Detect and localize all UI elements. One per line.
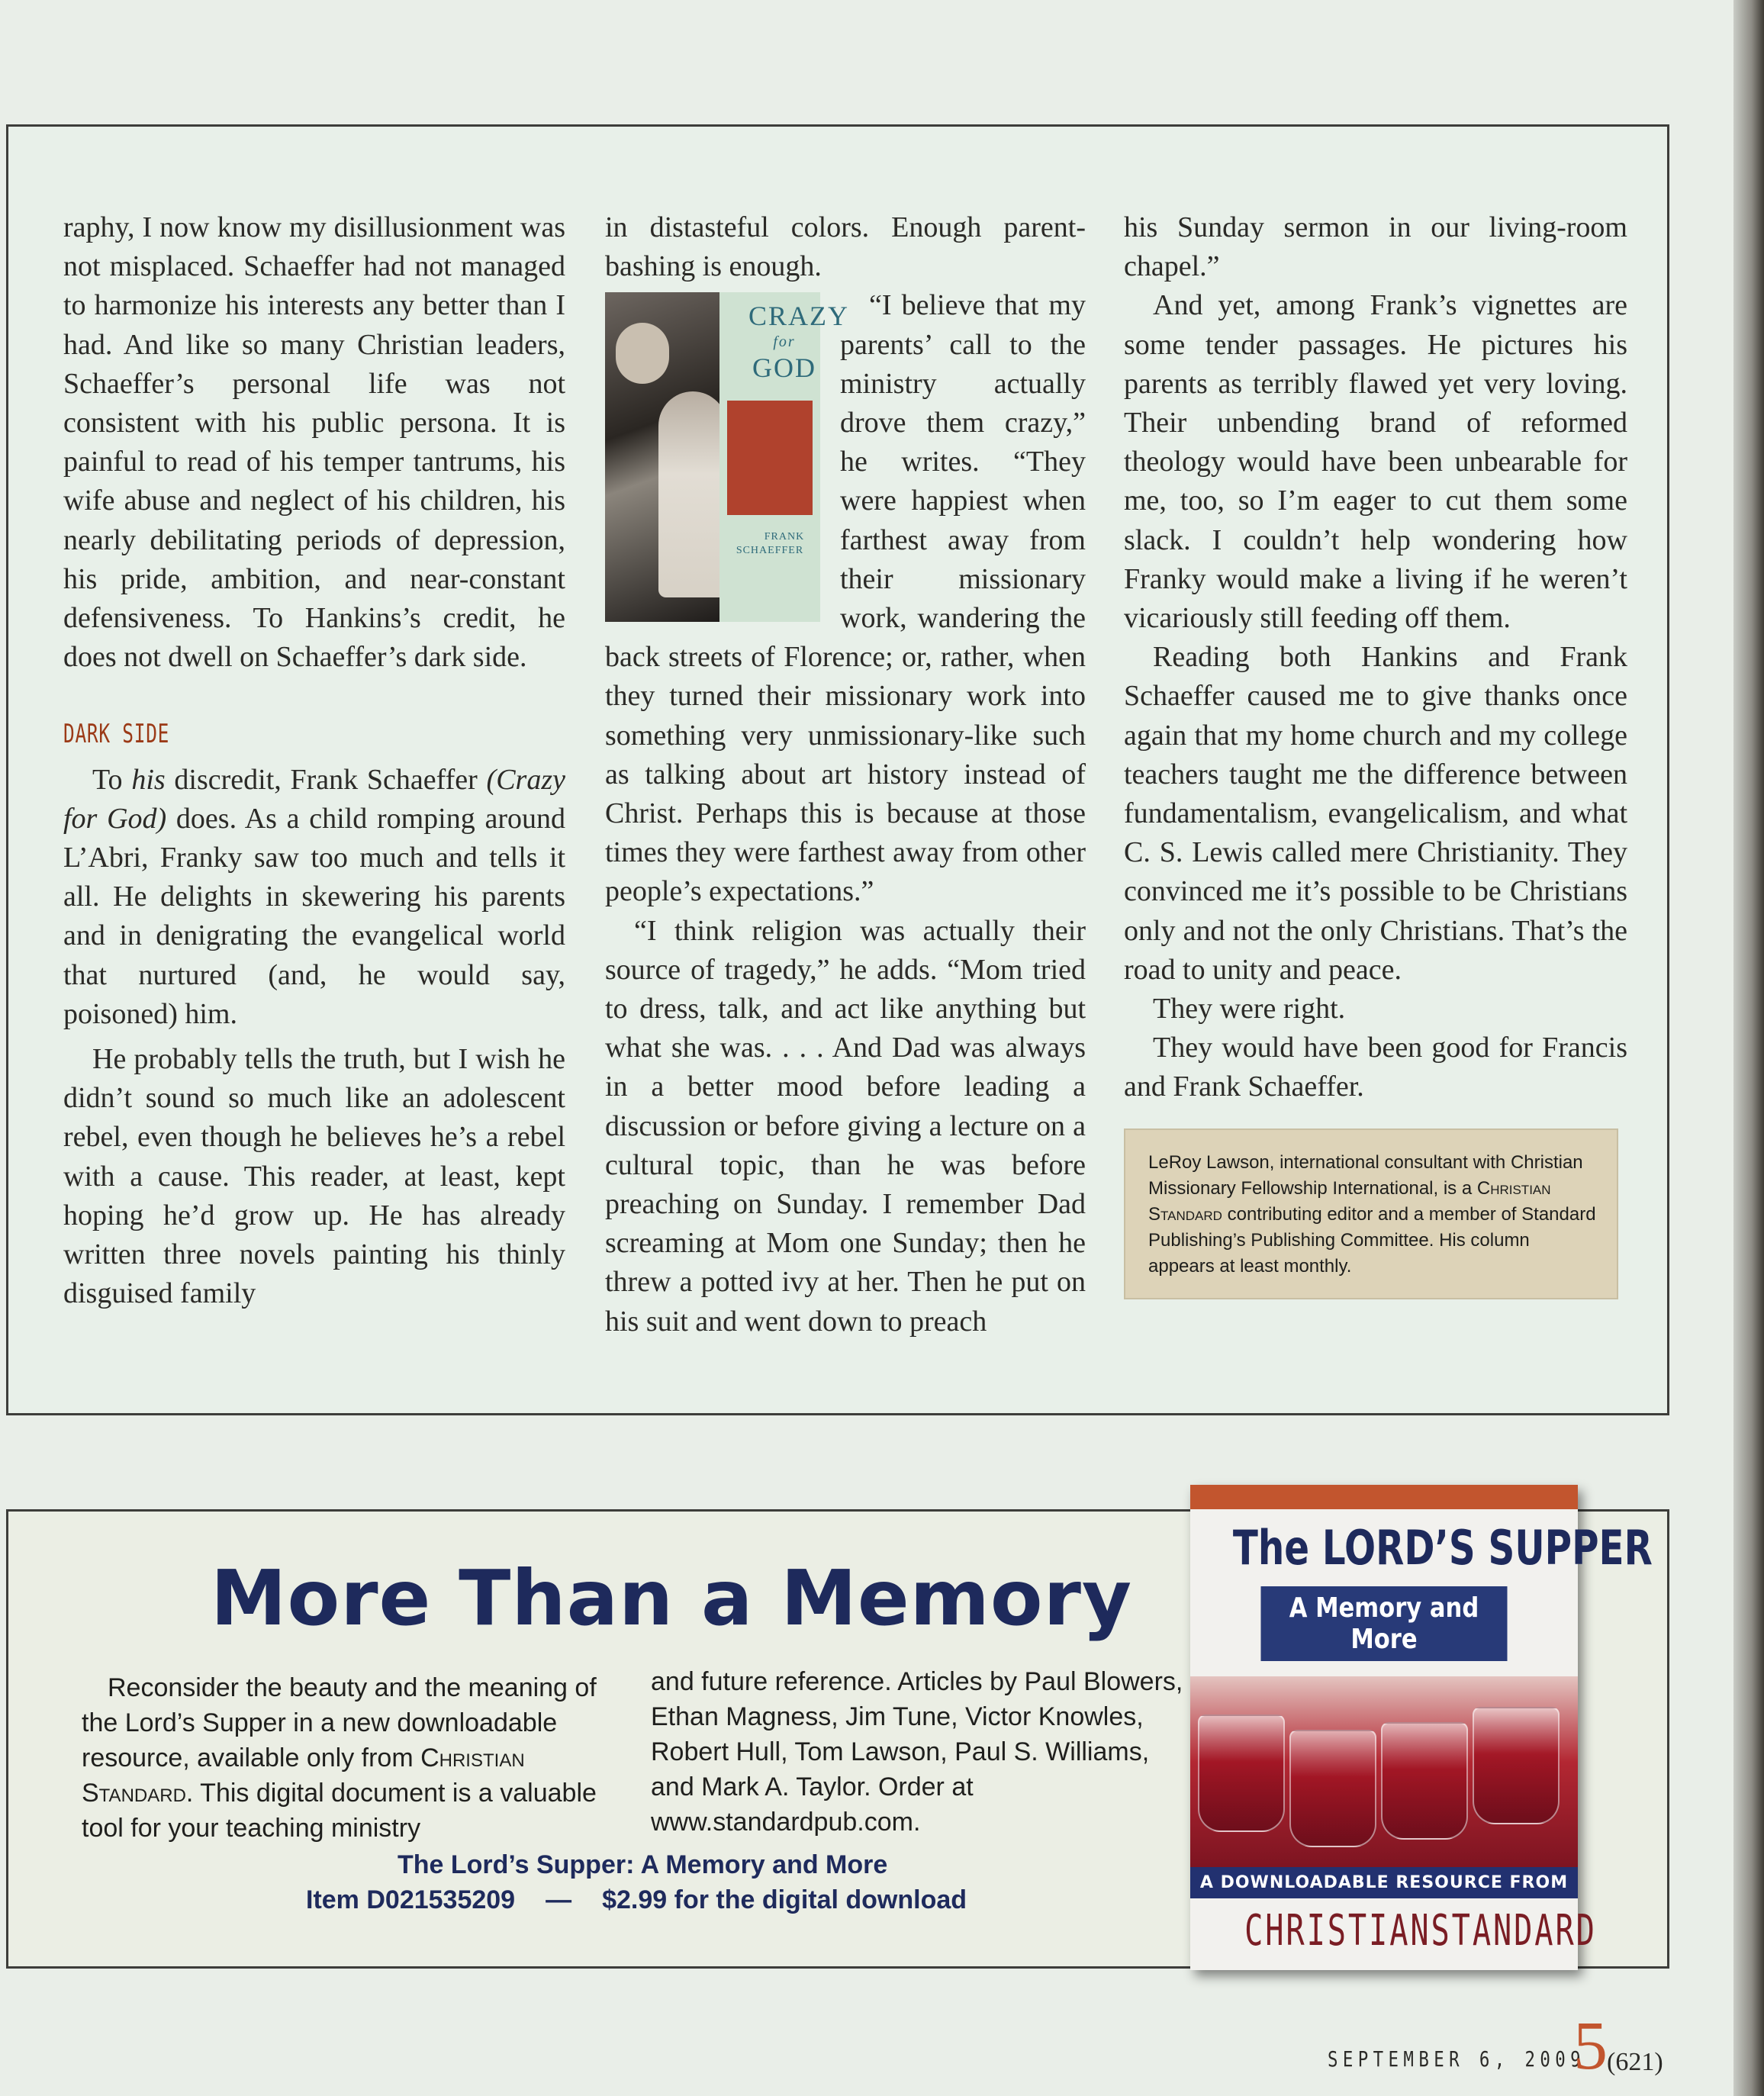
text-run: LeRoy Lawson, international consultant with Christian Missionary Fellowship International, is a <box>1148 1151 1583 1199</box>
cover-band: A DOWNLOADABLE RESOURCE FROM <box>1190 1867 1578 1898</box>
article-paragraph: “I think religion was actually their source of tragedy,” he adds. “Mom tried to dress, talk, and act like anything but what she was. . . . And Dad was always in a better mood before leading a discussion or before giving a lecture on a cultural topic, than he was before preaching on Sunday. I remember Dad screaming at Mom one Sunday; then he threw a potted ivy at her. Then he put on his suit and went down to preach <box>605 914 1086 1338</box>
article-column-1 <box>63 208 565 1313</box>
cover-top-bar <box>1190 1485 1578 1509</box>
separator-dash: — <box>546 1885 572 1914</box>
book-title-for: for <box>773 333 796 351</box>
text-run: Reconsider the beauty and the meaning of the Lord’s Supper in a new downloadable resource, available only from <box>82 1673 597 1772</box>
cup-shape <box>1198 1714 1285 1832</box>
book-cover-blurb <box>727 401 813 515</box>
article-paragraph: Reading both Hankins and Frank Schaeffer caused me to give thanks once again that my home church and my college teachers taught me the difference between fundamentalism, evangelicalism, and what C. S. Lewis called mere Christianity. They convinced me it’s possible to be Christians only and not the only Christians. That’s the road to unity and peace. <box>1124 641 1627 986</box>
magazine-logo-mark: 5 <box>1573 2008 1608 2084</box>
cover-subtitle: A Memory and More <box>1261 1586 1508 1661</box>
book-cover-image <box>605 292 850 622</box>
text-run: discredit, Frank Schaeffer <box>165 763 487 796</box>
article-column-2 <box>605 208 1086 1341</box>
article-paragraph <box>605 286 1086 911</box>
cover-title: The LORD’S SUPPER <box>1232 1520 1653 1576</box>
article-paragraph: And yet, among Frank’s vignettes are some tender passages. He pictures his parents as terribly flawed yet very loving. Their unbending brand of reformed theology would have been unbearable for me, too, so I’m eager to cut them some slack. I couldn’t help wondering how Franky would make a living if he weren’t vicariously still feeding off them. <box>1124 289 1627 635</box>
book-title-top: CRAZY <box>748 301 850 332</box>
text-run: contributing editor and a member of Standard Publishing’s Publishing Committee. His column appears at least monthly. <box>1148 1203 1596 1277</box>
product-price: $2.99 for the digital download <box>602 1885 967 1914</box>
article-paragraph: in distasteful colors. Enough parent-bashing is enough. <box>605 211 1086 283</box>
book-photo-man <box>658 391 727 597</box>
issue-date: SEPTEMBER 6, 2009 <box>1328 2046 1586 2072</box>
article-box <box>6 124 1669 1415</box>
article-column-3 <box>1124 208 1627 1299</box>
ad-body-text <box>82 1670 631 1846</box>
page-number: (621) <box>1607 2048 1663 2076</box>
article-paragraph: They were right. <box>1153 993 1346 1025</box>
item-number: Item D021535209 <box>306 1885 516 1914</box>
emphasis-text: his <box>131 763 166 796</box>
brand-name: Christian Standard <box>1148 1177 1551 1225</box>
brand-name: Christian Standard <box>82 1743 525 1808</box>
product-name: The Lord’s Supper: A Memory and More <box>398 1850 888 1879</box>
cover-brand-logo: CHRISTIANSTANDARD <box>1244 1906 1597 1956</box>
article-paragraph: his Sunday sermon in our living-room chapel.” <box>1124 211 1627 283</box>
ad-product-cover-image <box>1190 1485 1653 1970</box>
article-paragraph <box>63 761 565 1034</box>
text-run: To <box>92 763 132 796</box>
book-cover-photo <box>605 292 719 622</box>
book-cover-author: FRANK SCHAEFFER <box>736 531 805 557</box>
cup-shape <box>1289 1730 1376 1847</box>
book-title-italic: (Crazy for God) <box>63 763 565 835</box>
communion-cups-photo <box>1190 1676 1578 1867</box>
ad-headline: More Than a Memory <box>211 1553 1133 1643</box>
cup-shape <box>1473 1707 1560 1824</box>
page-edge <box>1733 0 1764 2096</box>
article-paragraph: He probably tells the truth, but I wish he didn’t sound so much like an adolescent rebel, even though he believes he’s a rebel with a cause. This reader, at least, kept hoping he’d grow up. He has already written three novels painting his thinly disguised family <box>63 1043 565 1310</box>
ad-body-text: and future reference. Articles by Paul Blowers, Ethan Magness, Jim Tune, Victor Knowles, Robert Hull, Tom Lawson, Paul S. Williams, and Mark A. Taylor. Order at www.standardpub.com. <box>651 1667 1183 1837</box>
ad-product-info <box>230 1847 1145 1917</box>
book-cover-title <box>719 301 850 384</box>
article-paragraph: raphy, I now know my disillusionment was not misplaced. Schaeffer had not managed to harmonize his interests any better than I had. And like so many Christian leaders, Schaeffer’s personal life was not consistent with his public persona. It is painful to read of his temper tantrums, his wife abuse and neglect of his children, his nearly debilitating periods of depression, his pride, ambition, and near-constant defensiveness. To Hankins’s credit, he does not dwell on Schaeffer’s dark side. <box>63 211 565 674</box>
author-bio-box <box>1124 1128 1618 1299</box>
book-photo-child <box>616 323 669 384</box>
text-run: . This digital document is a valuable tool for your teaching ministry <box>82 1779 597 1843</box>
section-subhead: DARK SIDE <box>63 719 170 750</box>
book-cover-panel <box>719 292 850 622</box>
cup-shape <box>1381 1722 1468 1840</box>
article-paragraph: They would have been good for Francis and Frank Schaeffer. <box>1124 1032 1627 1103</box>
text-run: does. As a child romping around L’Abri, Franky saw too much and tells it all. He delights in skewering his parents and in denigrating the evangelical world that nurtured (and, he would say, poisoned) him. <box>63 802 565 1030</box>
text-run: “I believe that my parents’ call to the ministry actually drove them crazy,” he writes. “They were happiest when farthest away from their missionary work, wandering the back streets of Florence; or, rather, when they turned their missionary work into something very unmissionary-like such as talking about art history instead of Christ. Perhaps this is because at those times they were farthest away from other people’s expectations.” <box>605 289 1086 908</box>
book-title-bottom: GOD <box>752 353 816 384</box>
